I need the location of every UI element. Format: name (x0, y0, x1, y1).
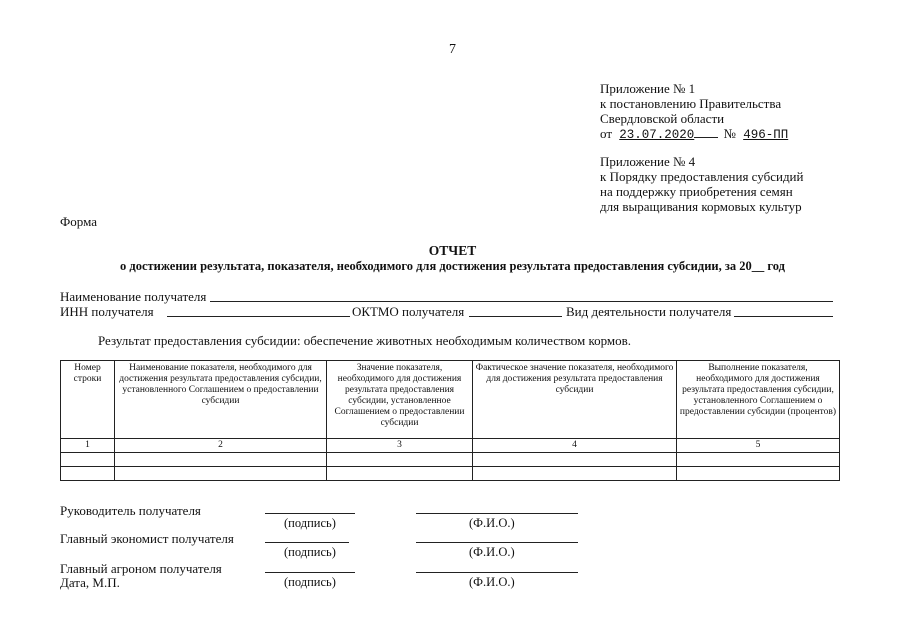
appendix-1-line: к постановлению Правительства (600, 96, 782, 111)
table-header-row (61, 361, 840, 439)
header-indicator-value: Значение показателя, необходимого для достижения результата предоставления субсидии, установленное Соглашением о предоставлении субсидии (327, 361, 473, 439)
table-cell[interactable] (115, 467, 327, 481)
table-cell[interactable] (473, 467, 677, 481)
agronomist-fio-line[interactable] (416, 572, 578, 573)
column-number-row (61, 439, 840, 453)
recipient-name-field[interactable] (210, 301, 833, 302)
agronomist-signature-line[interactable] (265, 572, 355, 573)
table-cell[interactable] (473, 453, 677, 467)
report-title: ОТЧЕТ (428, 243, 477, 258)
column-number: 3 (327, 439, 473, 453)
table-cell[interactable] (61, 453, 115, 467)
header-row-number: Номер строки (61, 361, 115, 439)
table-cell[interactable] (61, 467, 115, 481)
page-number: 7 (449, 42, 456, 57)
agronomist-label: Главный агроном получателя (60, 561, 222, 576)
appendix-1-date-row (600, 126, 788, 143)
fio-caption: (Ф.И.О.) (469, 516, 515, 530)
head-signature-line[interactable] (265, 513, 355, 514)
decree-number: 496-ПП (743, 128, 789, 142)
inn-field[interactable] (167, 316, 350, 317)
decree-date: 23.07.2020 (619, 128, 695, 142)
head-label: Руководитель получателя (60, 503, 201, 518)
inn-label: ИНН получателя (60, 304, 154, 319)
table-cell[interactable] (327, 467, 473, 481)
appendix-1-line: Свердловской области (600, 111, 725, 126)
economist-signature-line[interactable] (265, 542, 349, 543)
appendix-4-line: на поддержку приобретения семян (600, 184, 793, 199)
report-subtitle: о достижении результата, показателя, необходимого для достижения результата предоставления субсидии, за 20__ год (120, 259, 785, 273)
column-number: 4 (473, 439, 677, 453)
economist-fio-line[interactable] (416, 542, 578, 543)
signature-caption: (подпись) (284, 575, 336, 589)
appendix-4-block (600, 154, 803, 214)
appendix-4-title: Приложение № 4 (600, 154, 696, 169)
header-actual-value: Фактическое значение показателя, необходимого для достижения результата предоставления субсидии (473, 361, 677, 439)
head-fio-line[interactable] (416, 513, 578, 514)
appendix-4-line: к Порядку предоставления субсидий (600, 169, 804, 184)
activity-field[interactable] (734, 316, 833, 317)
report-table (60, 360, 840, 481)
recipient-name-label: Наименование получателя (60, 289, 207, 304)
signature-caption: (подпись) (284, 516, 336, 530)
table-cell[interactable] (677, 453, 840, 467)
appendix-1-block (600, 81, 788, 143)
appendix-4-line: для выращивания кормовых культур (600, 199, 802, 214)
column-number: 1 (61, 439, 115, 453)
table-row (61, 453, 840, 467)
date-stamp-label: Дата, М.П. (60, 575, 120, 590)
table-cell[interactable] (677, 467, 840, 481)
table-row (61, 467, 840, 481)
fio-caption: (Ф.И.О.) (469, 545, 515, 559)
form-label: Форма (60, 214, 97, 229)
table-cell[interactable] (115, 453, 327, 467)
economist-label: Главный экономист получателя (60, 531, 234, 546)
header-completion-percent: Выполнение показателя, необходимого для достижения результата предоставления субсидии, установленного Соглашением о предоставлении субсидии (процентов) (677, 361, 840, 439)
table-cell[interactable] (327, 453, 473, 467)
activity-label: Вид деятельности получателя (566, 304, 732, 319)
header-indicator-name: Наименование показателя, необходимого для достижения результата предоставления субсидии, установленного Соглашением о предоставлении субсидии (115, 361, 327, 439)
oktmo-field[interactable] (469, 316, 562, 317)
signature-caption: (подпись) (284, 545, 336, 559)
number-prefix: № (723, 126, 736, 141)
result-text: Результат предоставления субсидии: обеспечение животных необходимым количеством кормов. (98, 333, 632, 348)
column-number: 2 (115, 439, 327, 453)
oktmo-label: ОКТМО получателя (352, 304, 465, 319)
column-number: 5 (677, 439, 840, 453)
date-prefix: от (600, 126, 613, 141)
appendix-1-title: Приложение № 1 (600, 81, 696, 96)
fio-caption: (Ф.И.О.) (469, 575, 515, 589)
